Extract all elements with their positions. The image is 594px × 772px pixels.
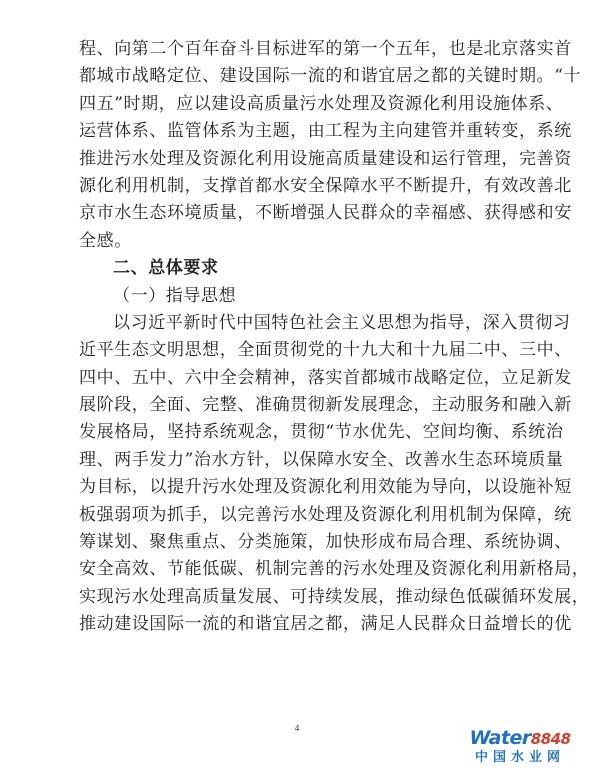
paragraph-line: 程、向第二个百年奋斗目标进军的第一个五年，也是北京落实首 [79,39,572,59]
paragraph-line: 以习近平新时代中国特色社会主义思想为指导，深入贯彻习 [113,312,571,333]
watermark-chinese-name: 中国水业网 [474,750,565,765]
paragraph-line: 筹谋划、聚焦重点、分类施策，加快形成布局合理、系统协调、 [79,532,572,553]
paragraph-line: 推动建设国际一流的和谐宜居之都，满足人民群众日益增长的优 [79,614,572,635]
paragraph-line: 推进污水处理及资源化利用设施高质量建设和运行管理，完善资 [79,148,572,169]
paragraph-line: 展阶段，全面、完整、准确贯彻新发展理念，主动服务和融入新 [79,395,572,416]
paragraph-line: 安全高效、节能低碳、机制完善的污水处理及资源化利用新格局， [79,559,590,580]
watermark-brand-number: 8848 [530,730,571,748]
paragraph-line: 发展格局，坚持系统观念，贯彻“节水优先、空间均衡、系统治 [79,422,564,443]
paragraph-line: 都城市战略定位、建设国际一流的和谐宜居之都的关键时期。“十 [79,66,582,87]
watermark-brand [454,727,586,750]
paragraph-line: 京市水生态环境质量，不断增强人民群众的幸福感、获得感和安 [79,203,572,224]
paragraph-line: 近平生态文明思想，全面贯彻党的十九大和十九届二中、三中、 [79,340,572,361]
paragraph-line: 为目标，以提升污水处理及资源化利用效能为导向，以设施补短 [79,477,572,498]
paragraph-line: 全感。 [79,230,132,251]
section-heading: 二、总体要求 [113,258,219,279]
paragraph-line: 板强弱项为抓手，以完善污水处理及资源化利用机制为保障，统 [79,504,572,525]
site-watermark-logo [454,727,586,766]
watermark-brand-word: Water [469,727,531,749]
paragraph-line: 源化利用机制，支撑首都水安全保障水平不断提升，有效改善北 [79,175,572,196]
paragraph-line: 实现污水处理高质量发展、可持续发展，推动绿色低碳循环发展， [79,586,590,607]
paragraph-line: 四中、五中、六中全会精神，落实首都城市战略定位，立足新发 [79,367,572,388]
document-body [79,36,590,639]
paragraph-line: 运营体系、监管体系为主题，由工程为主向建管并重转变，系统 [79,121,572,142]
paragraph-line: 四五”时期，应以建设高质量污水处理及资源化利用设施体系、 [79,93,564,114]
subsection-heading: （一）指导思想 [113,285,237,306]
paragraph-line: 理、两手发力”治水方针，以保障水安全、改善水生态环境质量 [79,449,564,470]
page-number: 4 [294,723,300,733]
